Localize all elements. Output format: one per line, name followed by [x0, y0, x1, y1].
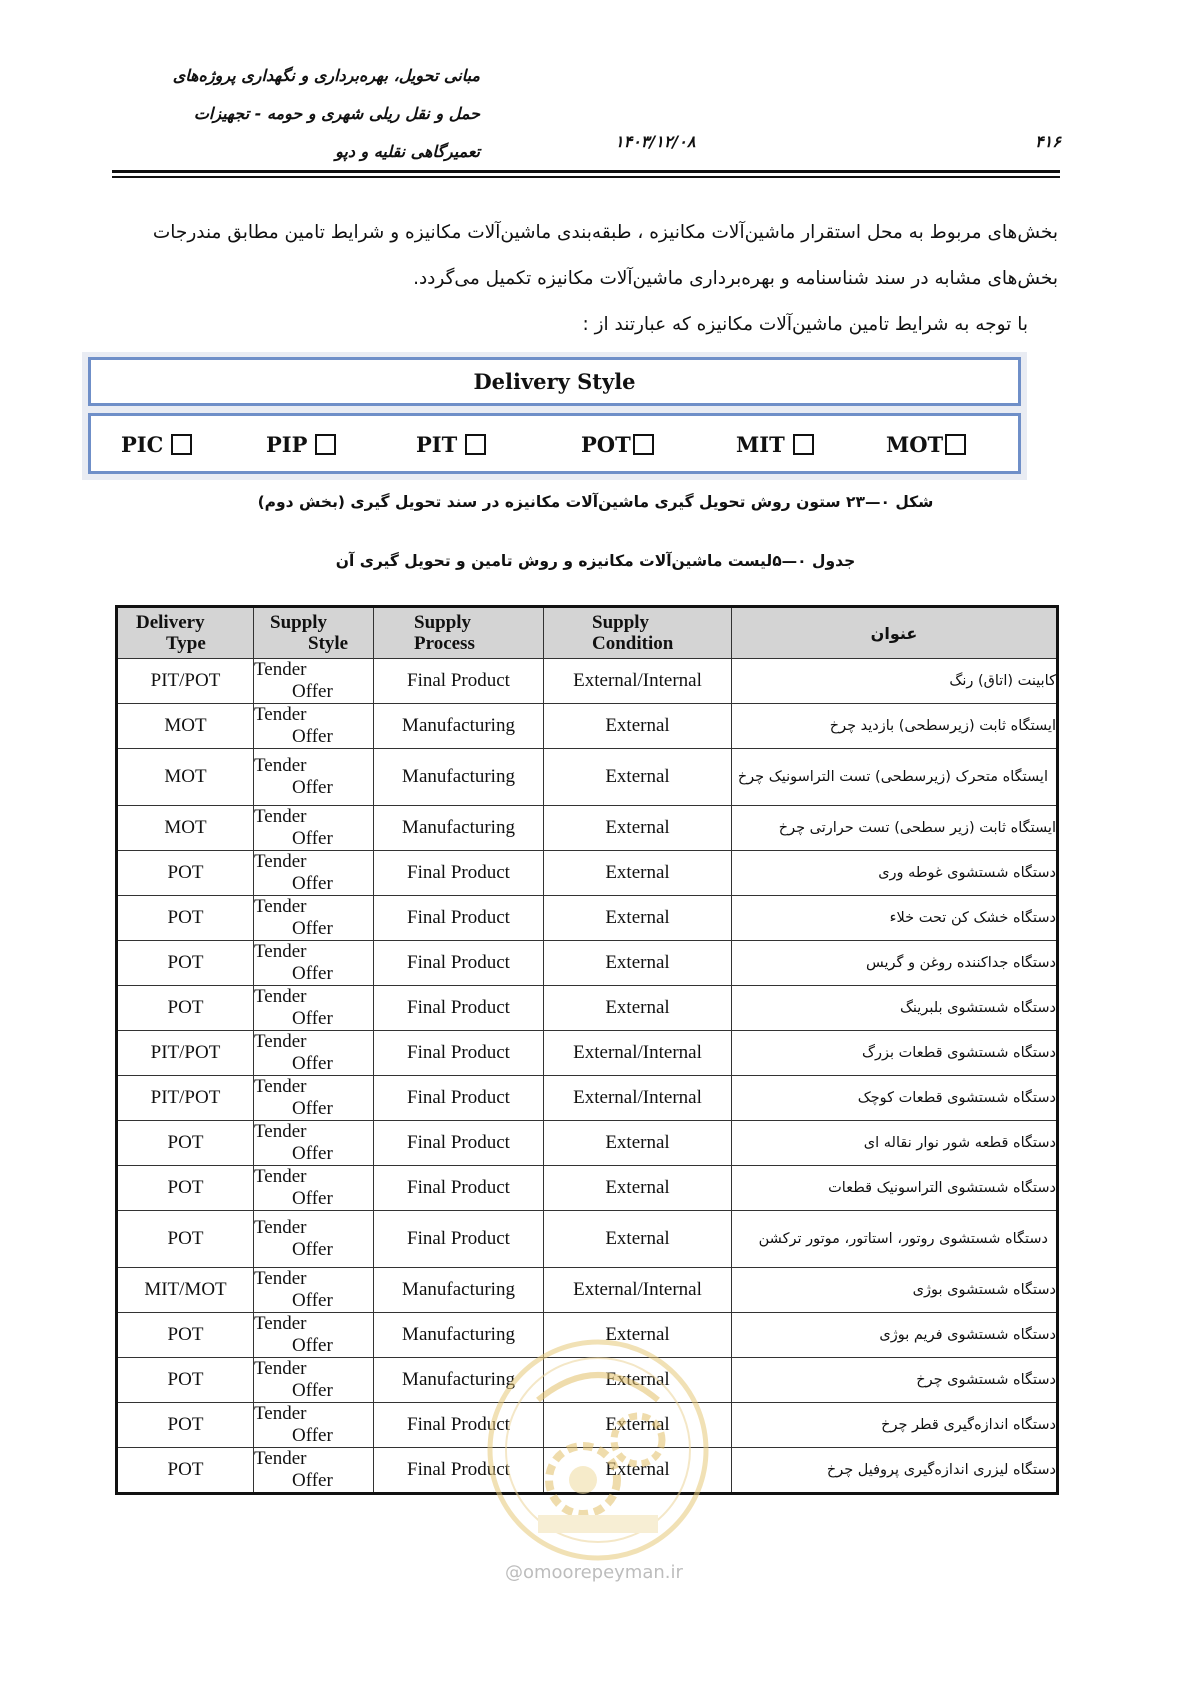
cell-supply-condition: External [544, 1166, 732, 1211]
cell-title: دستگاه شستشوی بلبرینگ [732, 986, 1058, 1031]
delivery-option-label: MIT [736, 432, 785, 457]
cell-delivery-type: POT [117, 1403, 254, 1448]
table-row [117, 941, 1058, 986]
delivery-option-mit[interactable] [736, 432, 814, 457]
supply-style-line1: Tender [254, 896, 307, 917]
table-row [117, 1268, 1058, 1313]
table-row [117, 1031, 1058, 1076]
delivery-option-mot[interactable] [886, 432, 966, 457]
supply-style-line2: Offer [292, 777, 333, 798]
cell-supply-style [254, 749, 374, 806]
table-row [117, 1076, 1058, 1121]
supply-style-line1: Tender [254, 806, 307, 827]
supply-style-line1: Tender [254, 1313, 307, 1334]
header-text: Style [308, 633, 349, 654]
cell-delivery-type: POT [117, 851, 254, 896]
cell-supply-process: Final Product [374, 1403, 544, 1448]
cell-supply-style [254, 1313, 374, 1358]
cell-supply-style [254, 659, 374, 704]
cell-supply-style [254, 941, 374, 986]
cell-supply-process: Manufacturing [374, 704, 544, 749]
cell-supply-condition: External/Internal [544, 1076, 732, 1121]
delivery-option-label: MOT [886, 432, 944, 457]
supply-style-line2: Offer [292, 1188, 333, 1209]
header-supply-condition [544, 607, 732, 659]
cell-supply-condition: External [544, 1448, 732, 1494]
cell-delivery-type: PIT/POT [117, 659, 254, 704]
cell-supply-style [254, 1358, 374, 1403]
table-row [117, 1121, 1058, 1166]
cell-delivery-type: MOT [117, 749, 254, 806]
header-title-line3: تعمیرگاهی نقلیه و دپو [335, 142, 480, 161]
header-text: Condition [592, 633, 674, 654]
table-row [117, 896, 1058, 941]
cell-title: دستگاه شستشوی چرخ [732, 1358, 1058, 1403]
header-supply-process [374, 607, 544, 659]
header-divider-secondary [112, 176, 1060, 178]
supply-style-line2: Offer [292, 1380, 333, 1401]
delivery-option-label: POT [581, 432, 631, 457]
cell-supply-condition: External/Internal [544, 1031, 732, 1076]
header-text: Supply [592, 612, 650, 633]
cell-supply-condition: External [544, 1358, 732, 1403]
header-divider [112, 170, 1060, 173]
cell-title: دستگاه اندازه‌گیری قطر چرخ [732, 1403, 1058, 1448]
table-row [117, 1358, 1058, 1403]
cell-title: دستگاه جداکننده روغن و گریس [732, 941, 1058, 986]
cell-supply-condition: External [544, 986, 732, 1031]
supply-style-line2: Offer [292, 1053, 333, 1074]
cell-supply-style [254, 1403, 374, 1448]
table-row [117, 851, 1058, 896]
checkbox-icon[interactable] [315, 434, 336, 455]
cell-supply-style [254, 1268, 374, 1313]
header-supply-style [254, 607, 374, 659]
supply-style-line2: Offer [292, 1239, 333, 1260]
delivery-option-label: PIT [416, 432, 458, 457]
header-title: عنوان [732, 607, 1058, 659]
supply-style-line2: Offer [292, 1008, 333, 1029]
cell-supply-process: Final Product [374, 1448, 544, 1494]
supply-style-line1: Tender [254, 1268, 307, 1289]
delivery-style-title: Delivery Style [88, 357, 1021, 406]
table-row [117, 1166, 1058, 1211]
cell-supply-style [254, 806, 374, 851]
cell-delivery-type: POT [117, 1121, 254, 1166]
supply-style-line2: Offer [292, 1335, 333, 1356]
cell-supply-process: Final Product [374, 1076, 544, 1121]
checkbox-icon[interactable] [793, 434, 814, 455]
cell-supply-process: Final Product [374, 1031, 544, 1076]
cell-supply-style [254, 1166, 374, 1211]
supply-style-line2: Offer [292, 1098, 333, 1119]
cell-supply-process: Manufacturing [374, 806, 544, 851]
cell-supply-process: Final Product [374, 986, 544, 1031]
delivery-style-options [88, 413, 1021, 474]
table-row [117, 704, 1058, 749]
cell-supply-style [254, 851, 374, 896]
cell-supply-condition: External [544, 704, 732, 749]
cell-delivery-type: POT [117, 1313, 254, 1358]
cell-supply-style [254, 896, 374, 941]
cell-delivery-type: MIT/MOT [117, 1268, 254, 1313]
cell-supply-process: Final Product [374, 1166, 544, 1211]
cell-title: ایستگاه متحرک (زیرسطحی) تست التراسونیک چرخ [732, 749, 1058, 806]
cell-supply-condition: External [544, 749, 732, 806]
delivery-option-pot[interactable] [581, 432, 654, 457]
supply-style-line2: Offer [292, 963, 333, 984]
cell-delivery-type: POT [117, 1448, 254, 1494]
cell-supply-condition: External/Internal [544, 659, 732, 704]
supply-style-line1: Tender [254, 1403, 307, 1424]
supply-style-line1: Tender [254, 1448, 307, 1469]
supply-style-line1: Tender [254, 1358, 307, 1379]
supply-style-line1: Tender [254, 1217, 307, 1238]
cell-supply-process: Final Product [374, 896, 544, 941]
cell-title: دستگاه خشک کن تحت خلاء [732, 896, 1058, 941]
cell-supply-process: Manufacturing [374, 749, 544, 806]
checkbox-icon[interactable] [945, 434, 966, 455]
header-date: ۱۴۰۳/۱۲/۰۸ [615, 132, 696, 151]
cell-title: دستگاه قطعه شور نوار نقاله ای [732, 1121, 1058, 1166]
cell-title: دستگاه شستشوی روتور، استاتور، موتور ترکشن [732, 1211, 1058, 1268]
supply-style-line2: Offer [292, 1143, 333, 1164]
supply-style-line2: Offer [292, 1425, 333, 1446]
cell-delivery-type: POT [117, 986, 254, 1031]
header-delivery-type [117, 607, 254, 659]
supply-style-line1: Tender [254, 755, 307, 776]
cell-supply-process: Manufacturing [374, 1268, 544, 1313]
checkbox-icon[interactable] [633, 434, 654, 455]
supply-style-line1: Tender [254, 986, 307, 1007]
page-number: ۴۱۶ [1035, 132, 1061, 151]
cell-title: دستگاه شستشوی غوطه وری [732, 851, 1058, 896]
cell-title: ایستگاه ثابت (زیرسطحی) بازدید چرخ [732, 704, 1058, 749]
cell-supply-process: Final Product [374, 659, 544, 704]
table-row [117, 806, 1058, 851]
cell-title: دستگاه شستشوی قطعات کوچک [732, 1076, 1058, 1121]
cell-supply-condition: External [544, 806, 732, 851]
supply-style-line1: Tender [254, 941, 307, 962]
supply-style-line2: Offer [292, 726, 333, 747]
table-row [117, 1313, 1058, 1358]
header-text: Type [166, 633, 206, 654]
table-row [117, 659, 1058, 704]
cell-supply-process: Final Product [374, 851, 544, 896]
header-text: Process [414, 633, 475, 654]
supply-style-line1: Tender [254, 851, 307, 872]
delivery-option-pip[interactable] [266, 432, 336, 457]
supply-style-line2: Offer [292, 918, 333, 939]
cell-delivery-type: POT [117, 1358, 254, 1403]
cell-title: دستگاه شستشوی بوژی [732, 1268, 1058, 1313]
cell-supply-condition: External [544, 851, 732, 896]
supply-style-line2: Offer [292, 873, 333, 894]
supply-style-line1: Tender [254, 1166, 307, 1187]
body-text-line3: با توجه به شرایط تامین ماشین‌آلات مکانیزه که عبارتند از : [582, 314, 1028, 335]
cell-supply-condition: External [544, 896, 732, 941]
supply-style-line1: Tender [254, 1121, 307, 1142]
supply-style-line2: Offer [292, 828, 333, 849]
supply-style-line1: Tender [254, 659, 307, 680]
table-row [117, 1403, 1058, 1448]
checkbox-icon[interactable] [465, 434, 486, 455]
table-row [117, 986, 1058, 1031]
cell-supply-condition: External/Internal [544, 1268, 732, 1313]
header-text: Supply [270, 612, 328, 633]
cell-delivery-type: MOT [117, 806, 254, 851]
delivery-option-label: PIP [266, 432, 308, 457]
cell-supply-style [254, 986, 374, 1031]
header-title-line2: حمل و نقل ریلی شهری و حومه - تجهیزات [193, 104, 480, 123]
cell-delivery-type: POT [117, 896, 254, 941]
delivery-option-label: PIC [121, 432, 164, 457]
header-text: Delivery [136, 612, 205, 633]
cell-supply-condition: External [544, 941, 732, 986]
cell-delivery-type: MOT [117, 704, 254, 749]
cell-supply-condition: External [544, 1211, 732, 1268]
cell-supply-process: Manufacturing [374, 1313, 544, 1358]
cell-supply-condition: External [544, 1313, 732, 1358]
header-title-line1: مبانی تحویل، بهره‌برداری و نگهداری پروژه‌های [172, 66, 480, 85]
cell-supply-condition: External [544, 1121, 732, 1166]
supply-style-line2: Offer [292, 1290, 333, 1311]
cell-delivery-type: POT [117, 941, 254, 986]
figure-caption: شکل ۰—۲۳ ستون روش تحویل گیری ماشین‌آلات مکانیزه در سند تحویل گیری (بخش دوم) [257, 493, 934, 511]
table-header-row [117, 607, 1058, 659]
table-row [117, 1211, 1058, 1268]
cell-supply-style [254, 1211, 374, 1268]
cell-delivery-type: POT [117, 1166, 254, 1211]
body-text-line2: بخش‌های مشابه در سند شناسنامه و بهره‌برداری ماشین‌آلات مکانیزه تکمیل می‌گردد. [413, 268, 1058, 289]
supply-style-line1: Tender [254, 1076, 307, 1097]
delivery-option-pit[interactable] [416, 432, 486, 457]
cell-title: دستگاه شستشوی قطعات بزرگ [732, 1031, 1058, 1076]
supply-style-line2: Offer [292, 1470, 333, 1491]
supply-style-line1: Tender [254, 704, 307, 725]
cell-delivery-type: POT [117, 1211, 254, 1268]
cell-supply-style [254, 1076, 374, 1121]
cell-title: ایستگاه ثابت (زیر سطحی) تست حرارتی چرخ [732, 806, 1058, 851]
cell-supply-process: Final Product [374, 1121, 544, 1166]
supply-style-line1: Tender [254, 1031, 307, 1052]
cell-supply-style [254, 1121, 374, 1166]
supply-style-line2: Offer [292, 681, 333, 702]
cell-supply-style [254, 704, 374, 749]
body-text-line1: بخش‌های مربوط به محل استقرار ماشین‌آلات مکانیزه ، طبقه‌بندی ماشین‌آلات مکانیزه و شرایط تامین مطابق مندرجات [152, 222, 1058, 243]
table-row [117, 749, 1058, 806]
table-row [117, 1448, 1058, 1494]
watermark-url: @omoorepeyman.ir [505, 1562, 683, 1583]
cell-title: کابینت (اتاق) رنگ [732, 659, 1058, 704]
cell-supply-condition: External [544, 1403, 732, 1448]
machinery-table [115, 605, 1059, 1495]
cell-supply-style [254, 1031, 374, 1076]
cell-title: دستگاه شستشوی فریم بوژی [732, 1313, 1058, 1358]
cell-delivery-type: PIT/POT [117, 1031, 254, 1076]
table-caption: جدول ۰—۵لیست ماشین‌آلات مکانیزه و روش تامین و تحویل گیری آن [335, 552, 856, 570]
cell-title: دستگاه شستشوی التراسونیک قطعات [732, 1166, 1058, 1211]
checkbox-icon[interactable] [171, 434, 192, 455]
cell-supply-process: Final Product [374, 941, 544, 986]
cell-supply-process: Manufacturing [374, 1358, 544, 1403]
cell-supply-style [254, 1448, 374, 1494]
cell-supply-process: Final Product [374, 1211, 544, 1268]
header-text: Supply [414, 612, 472, 633]
cell-delivery-type: PIT/POT [117, 1076, 254, 1121]
delivery-option-pic[interactable] [121, 432, 192, 457]
cell-title: دستگاه لیزری اندازه‌گیری پروفیل چرخ [732, 1448, 1058, 1494]
